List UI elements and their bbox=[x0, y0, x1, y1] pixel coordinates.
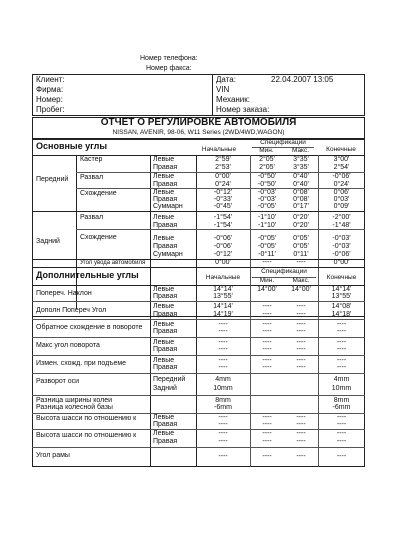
main-heading: Основные углы bbox=[36, 141, 108, 151]
front-toe-label: Схождение bbox=[80, 190, 117, 197]
date-label: Дата: bbox=[216, 75, 236, 84]
toe-out-turns-label: Обратное схождение в повороте bbox=[36, 324, 143, 331]
extra-col-max: Макс. bbox=[292, 277, 310, 284]
extra-col-min: Мин. bbox=[259, 277, 275, 284]
main-col-spec: Спецификации bbox=[260, 139, 306, 146]
main-col-max: Макс. bbox=[291, 147, 310, 154]
vehicle-subtitle: NISSAN, AVENIR, 98-06, W11 Series (2WD/4WD,WAGON) bbox=[112, 129, 285, 136]
fax-label: Номер факса: bbox=[146, 65, 192, 72]
mechanic-label: Механик: bbox=[216, 95, 250, 104]
extra-col-final: Конечные bbox=[326, 274, 357, 281]
phone-label: Номер телефона: bbox=[140, 55, 198, 62]
extra-col-initial: Начальные bbox=[205, 274, 241, 281]
extra-heading: Дополнительные углы bbox=[36, 270, 139, 280]
rear-axle-label: Задний bbox=[36, 238, 60, 245]
vin-label: VIN bbox=[216, 85, 230, 94]
included-angle-label: Дополн Попереч Угол bbox=[36, 307, 107, 314]
report-title: ОТЧЕТ О РЕГУЛИРОВКЕ АВТОМОБИЛЯ bbox=[100, 117, 297, 128]
toe-lift-label: Измен. схожд. при подъеме bbox=[36, 360, 127, 367]
mileage-label: Пробег: bbox=[36, 105, 65, 114]
ride-height-label: Высота шасси по отношению к bbox=[36, 432, 137, 439]
extra-col-spec: Спецификации bbox=[261, 268, 307, 275]
sai-label: Попереч. Наклон bbox=[36, 290, 92, 297]
front-axle-label: Передний bbox=[36, 176, 69, 183]
order-label: Номер заказа: bbox=[216, 105, 270, 114]
main-col-min: Мин. bbox=[259, 147, 274, 154]
ride-height-label: Высота шасси по отношению к bbox=[36, 415, 137, 422]
front-caster-label: Кастер bbox=[80, 156, 103, 163]
main-col-final: Конечные bbox=[326, 146, 356, 153]
main-col-initial: Начальные bbox=[201, 146, 237, 153]
rear-toe-label: Схождение bbox=[80, 234, 117, 241]
rear-camber-label: Развал bbox=[80, 214, 104, 221]
client-label: Клиент: bbox=[36, 75, 65, 84]
date-value: 22.04.2007 13:05 bbox=[271, 75, 334, 84]
firm-label: Фирма: bbox=[36, 85, 64, 94]
front-camber-label: Развал bbox=[80, 174, 104, 181]
setback-label: Разворот оси bbox=[36, 378, 80, 385]
max-steer-label: Макс угол поворота bbox=[36, 342, 100, 349]
number-label: Номер: bbox=[36, 95, 63, 104]
report-page: Номер телефона: Номер факса: Клиент: Фирма: Номер: Пробег: Дата: 22.04.2007 13:05 VIN Механик: Номер заказа: ОТЧЕТ О РЕГУЛИРОВКЕ АВТОМОБИЛЯ NISSAN, AVENIR, 98-06, W11 Series (2WD/4WD,WAGON) Основные углы Начальные Спецификации Мин. Макс. Конечные Передний Кастер Развал Схождение Левые 2°59' 2°05' 3°35' 3°00' Правая 2°53' 2°05' 3°35' 2°54' Левые 0°00' -0°50' 0°40' -0°06' Правая 0°24' -0°50' 0°40' 0°24' Левые -0°12' -0°03' 0°08' 0°06' Правая -0°33' -0°03' 0°08' 0°03' Суммарн -0°45' -0°05' 0°17' 0°09' Задний Развал Схождение Левые -1°54' -1°10' 0°20' -2°00' Правая -1°54' -1°10' 0°20' -1°48' Левые -0°06' -0°05' 0°05' -0°03' Правая -0°06' -0°05' 0°05' -0°03' Суммарн -0°12' -0°11' 0°11' -0°06' Угол увода автомобиля 0°00' ---- ---- 0°00' Дополнительные углы Начальные Спецификации Мин. Макс. Конечные Попереч. Наклон Левые 14°14' 14°00' 14°00' 14°14' Правая 13°55' 13°55' Дополн Попереч Угол Левые 14°14' ---- ---- 14°08' Правая 14°19' ---- ---- 14°18' Обратное схождение в повороте Левые ---- ---- ---- ---- Правая ---- ---- ---- ---- Макс угол поворота Левые ---- ---- ---- ---- Правая ---- ---- ---- ---- Измен. схожд. при подъеме Левые ---- ---- ---- ---- Правая ---- ---- ---- ---- Разворот оси Передний 4mm 4mm Задний 10mm 10mm Разница ширины колеи 8mm 8mm Разница колесной базы -6mm -6mm Высота шасси по отношению к Левые ---- ---- ---- ---- Правая ---- ---- ---- ---- Высота шасси по отношению к Левые ---- ---- ---- ---- Правая ---- ---- ---- ---- Угол рамы ---- ---- ---- ---- bbox=[0, 0, 400, 551]
